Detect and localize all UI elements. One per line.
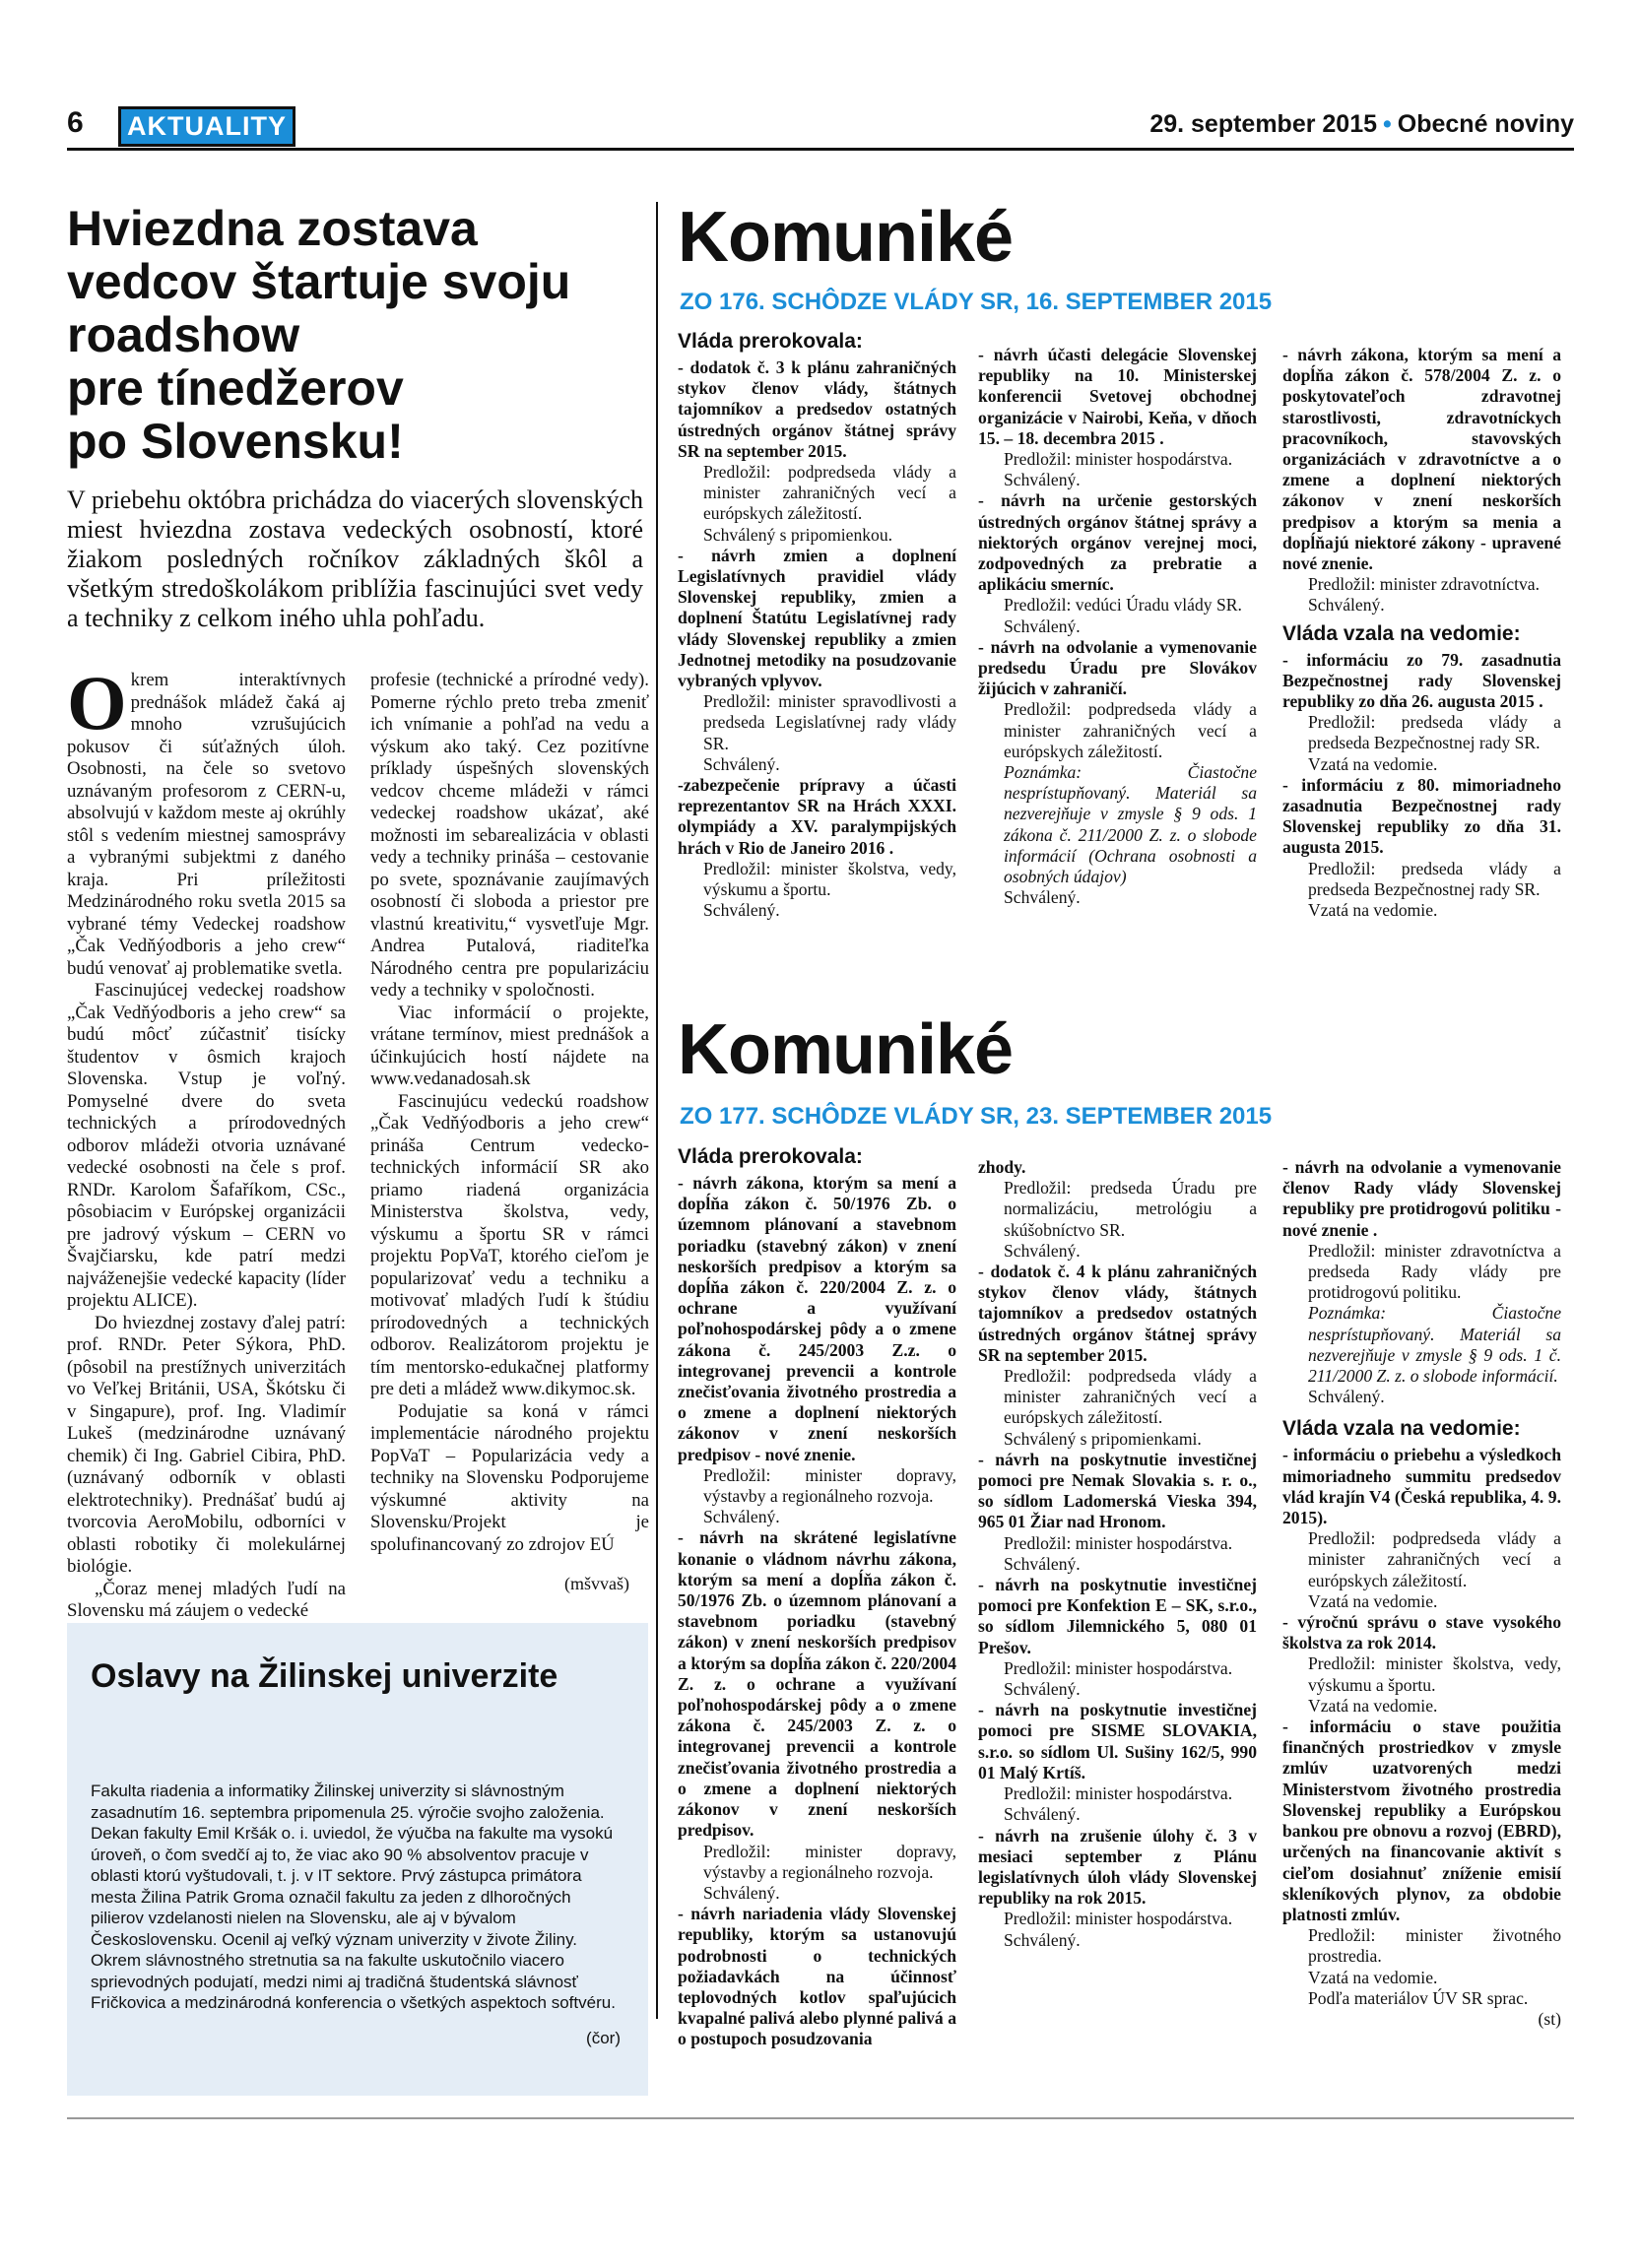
article-paragraph: Do hviezdnej zostavy ďalej patrí: prof. RNDr. Peter Sýkora, PhD. (pôsobil na prestížnych univerzitách vo Veľkej Británii, USA, Škótsku či v Singapure), prof. Ing. Vladimír Lukeš (medzinárodne uznávaný chemik) či Ing. Gabriel Cibira, PhD. (uznávaný odborník v oblasti elektrotechniky). Prednášať budú aj tvorcovia AeroMobilu, odborníci v oblasti robotiky či molekulárnej biológie.: [67, 1312, 346, 1577]
submitted-by: Predložil: minister životného prostredia.: [1308, 1925, 1561, 1967]
resolution: Vzatá na vedomie.: [1308, 1590, 1438, 1611]
agenda-item: - návrh na poskytnutie investičnej pomoci pre Nemak Slovakia s. r. o., so sídlom Ladomerská Vieska 394, 965 01 Žiar nad Hronom.: [978, 1449, 1257, 1532]
agenda-item: - výročnú správu o stave vysokého školstva za rok 2014.: [1282, 1612, 1561, 1653]
headline-line: roadshow: [67, 307, 300, 362]
resolution: Vzatá na vedomie.: [1308, 753, 1438, 774]
resolution: Schválený s pripomienkou.: [703, 524, 893, 545]
column-divider: [656, 202, 658, 2019]
drop-cap: O: [67, 660, 127, 745]
agenda-item: - návrh na poskytnutie investičnej pomoci pre Konfektion E – SK, s.r.o., so sídlom Jilemnického 5, 080 01 Prešov.: [978, 1575, 1257, 1657]
submitted-by: Predložil: vedúci Úradu vlády SR.: [1004, 595, 1242, 616]
resolution: Schválený.: [1004, 1553, 1081, 1574]
komunike1-subtitle: ZO 176. SCHÔDZE VLÁDY SR, 16. SEPTEMBER 2015: [680, 289, 1273, 315]
komunike1-column-3: [1282, 345, 1561, 921]
submitted-by: Predložil: minister dopravy, výstavby a regionálneho rozvoja.: [703, 1464, 956, 1507]
komunike1-title: Komuniké: [678, 198, 1014, 277]
article-column-2: [370, 670, 649, 1556]
resolution: Schválený.: [703, 1507, 780, 1527]
article-paragraph: profesie (technické a prírodné vedy). Pomerne rýchlo preto treba zmeniť ich vnímanie a pohľad na vedu a výskum ako taký. Cez pozitívne príklady úspešných slovenských vedcov chceme mládeži v rámci vedeckej roadshow ukázať, aké možnosti im sebarealizácia v oblasti vedy a techniky prináša – cestovanie po svete, spoznávanie zaujímavých osobností či sloboda a priestor pre vlastnú kreativitu,“ vysvetľuje Mgr. Andrea Putalová, riaditeľka Národného centra pre popularizáciu vedy a techniky v spoločnosti.: [370, 670, 649, 1001]
signature: (st): [1538, 2008, 1561, 2029]
box-text: Fakulta riadenia a informatiky Žilinskej univerzity si slávnostným zasadnutím 16. septembra pripomenula 25. výročie svojho založenia. Dekan fakulty Emil Kršák o. i. uviedol, že výučba na fakulte ma vysokú úroveň, o čom svedčí aj to, že viac ako 90 % absolventov pracuje v oblasti ktorú vyštudovali, t. j. v IT sektore. Prvý zástupca primátora mesta Žilina Patrik Groma označil fakultu za jeden z dlhoročných pilierov vzdelanosti nielen na Slovensku, ale aj v bývalom Československu. Ocenil aj veľký význam univerzity v živote Žiliny. Okrem slávnostného stretnutia sa na fakulte uskutočnilo viacero sprievodných podujatí, medzi nimi aj tradičná študentská slávnosť Fričkovica a medzinárodná konferencia o všetkých aspektoch softvéru.: [91, 1782, 616, 2012]
agenda-item: - návrh zákona, ktorým sa mení a dopĺňa zákon č. 578/2004 Z. z. o poskytovateľoch zdravotnej starostlivosti, zdravotníckych pracovníkoch, stavovských organizáciách v zdravotníctve a o zmene a doplnení niektorých zákonov v znení neskorších predpisov a ktorým sa menia a dopĺňajú niektoré zákony - upravené nové znenie.: [1282, 345, 1561, 574]
article-paragraph: „Čoraz menej mladých ľudí na Slovensku má záujem o vedecké: [67, 1578, 346, 1621]
komunike2-subtitle: ZO 177. SCHÔDZE VLÁDY SR, 23. SEPTEMBER 2015: [680, 1103, 1273, 1130]
komunike2-title: Komuniké: [678, 1010, 1014, 1089]
agenda-item: - dodatok č. 4 k plánu zahraničných stykov členov vlády, štátnych tajomníkov a predsedov ostatných ústredných orgánov štátnej správy SR na september 2015.: [978, 1262, 1257, 1365]
bottom-rule: [67, 2117, 1574, 2119]
komunike1-column-2: [978, 345, 1257, 908]
note: Poznámka: Čiastočne nesprístupňovaný. Materiál sa nezverejňuje v zmysle § 9 ods. 1 zákona č. 211/2000 Z. z. o slobode informácií (Ochrana osobnosti a osobných údajov): [1004, 762, 1257, 887]
agenda-item: - návrh na zrušenie úlohy č. 3 v mesiaci september z Plánu legislatívnych úloh vlády Slovenskej republiky na rok 2015.: [978, 1825, 1257, 1909]
submitted-by: Predložil: predseda vlády a predseda Bezpečnostnej rady SR.: [1308, 858, 1561, 899]
komunike2-column-3: [1282, 1157, 1561, 2030]
agenda-item: - návrh nariadenia vlády Slovenskej republiky, ktorým sa ustanovujú podrobnosti o technických požiadavkách na účinnosť teplovodných kotlov spaľujúcich kvapalné palivá alebo plynné palivá a o postupoch posudzovania: [678, 1904, 956, 2049]
resolution: Schválený.: [1004, 1679, 1081, 1700]
resolution: Vzatá na vedomie.: [1308, 900, 1438, 921]
resolution: Schválený.: [1308, 595, 1385, 616]
komunike2-column-2: [978, 1157, 1257, 1951]
komunike1-heading: Vláda prerokovala:: [678, 330, 863, 353]
resolution: Schválený.: [1004, 616, 1081, 636]
article-paragraph: Fascinujúcu vedeckú roadshow „Čak Vedňýodboris a jeho crew“ prináša Centrum vedecko-technických informácií SR ako priamo riadená organizácia Ministerstva školstva, vedy, výskumu a športu SR v rámci projektu PopVaT, ktorého cieľom je popularizovať vedu a techniku a motivovať mladých ľudí k štúdiu prírodovedných a technických odborov. Realizátorom projektu je tím mentorsko-edukačnej platformy pre deti a mládež www.dikymoc.sk.: [370, 1090, 649, 1399]
agenda-item: - návrh na odvolanie a vymenovanie členov Rady vlády Slovenskej republiky pre protidrogovú politiku - nové znenie .: [1282, 1157, 1561, 1240]
agenda-item: - dodatok č. 3 k plánu zahraničných stykov členov vlády, štátnych tajomníkov a predsedov ostatných ústredných orgánov štátnej správy SR na september 2015.: [678, 357, 956, 461]
resolution: Vzatá na vedomie.: [1308, 1695, 1438, 1716]
submitted-by: Predložil: minister školstva, vedy, výskumu a športu.: [1308, 1653, 1561, 1695]
headline-line: po Slovensku!: [67, 414, 404, 469]
paragraph-text: krem interaktívnych prednášok mládež čaká aj mnoho vzrušujúcich pokusov či súťažných úloh. Osobnosti, na čele so svetovo uznávaným profesorom z CERN-u, absolvujú v každom meste aj okrúhly stôl s vedením miestnej samosprávy a vybranými subjektmi z daného kraja. Pri príležitosti Medzinárodného roku svetla 2015 sa vybrané témy Vedeckej roadshow „Čak Vedňýodboris a jeho crew“ budú venovať aj problematike svetla.: [67, 670, 346, 979]
resolution: Schválený.: [1004, 1240, 1081, 1261]
submitted-by: Predložil: minister hospodárstva.: [1004, 1909, 1233, 1929]
agenda-item: - návrh na určenie gestorských ústredných orgánov štátnej správy a niektorých orgánov verejnej moci, zodpovedných za prebratie a aplikáciu smerníc.: [978, 490, 1257, 595]
agenda-item: - informáciu o stave použitia finančných prostriedkov v zmysle zmlúv uzatvorených medzi Ministerstvom životného prostredia Slovenskej republiky a Európskou bankou pre obnovu a rozvoj (EBRD), určených na financovanie aktivít s cieľom dosiahnuť zníženie emisií skleníkových plynov, za obdobie platnosti zmlúv.: [1282, 1717, 1561, 1924]
submitted-by: Predložil: minister školstva, vedy, výskumu a športu.: [703, 858, 956, 900]
agenda-item: zhody.: [978, 1157, 1026, 1177]
submitted-by: Predložil: predseda vlády a predseda Bezpečnostnej rady SR.: [1308, 712, 1561, 753]
agenda-item: - informáciu z 80. mimoriadneho zasadnutia Bezpečnostnej rady Slovenskej republiky zo dňa 31. augusta 2015.: [1282, 774, 1561, 858]
resolution: Schválený.: [1308, 1387, 1385, 1407]
agenda-item: - návrh zmien a doplnení Legislatívnych pravidiel vlády Slovenskej republiky, zmien a doplnení Štatútu Legislatívnej rady vlády Slovenskej republiky a zmien Jednotnej metodiky na posudzovanie vybraných vplyvov.: [678, 545, 956, 691]
submitted-by: Predložil: predseda Úradu pre normalizáciu, metrológiu a skúšobníctvo SR.: [1004, 1178, 1257, 1240]
resolution: Schválený s pripomienkami.: [1004, 1428, 1202, 1449]
submitted-by: Predložil: minister zdravotníctva.: [1308, 574, 1541, 595]
resolution: Schválený.: [1004, 470, 1081, 490]
separator-dot: •: [1383, 110, 1392, 138]
issue-date: 29. september 2015: [1149, 110, 1378, 138]
resolution: Schválený.: [703, 1882, 780, 1903]
submitted-by: Predložil: minister hospodárstva.: [1004, 449, 1233, 470]
resolution: Schválený.: [703, 753, 780, 774]
komunike1-column-1: [678, 330, 956, 921]
submitted-by: Predložil: minister hospodárstva.: [1004, 1532, 1233, 1553]
dateline: [1149, 110, 1574, 139]
article-paragraph: Fascinujúcej vedeckej roadshow „Čak Vedňýodboris a jeho crew“ sa budú môcť zúčastniť tisícky študentov v ôsmich krajoch Slovenska. Vstup je voľný. Pomyselné dvere do sveta technických a prírodovedných odborov mládeži otvoria uznávané vedecké osobnosti na čele s prof. RNDr. Karolom Šafaříkom, CSc., pôsobiacim v Európskej organizácii pre jadrový výskum – CERN vo Švajčiarsku, kde patrí medzi najváženejšie vedecké kapacity (líder projektu ALICE).: [67, 980, 346, 1311]
news-box: [67, 1623, 648, 2096]
page-number: 6: [67, 106, 84, 139]
agenda-item: - návrh zákona, ktorým sa mení a dopĺňa zákon č. 50/1976 Zb. o územnom plánovaní a stavebnom poriadku (stavebný zákon) v znení neskorších predpisov a ktorým sa dopĺňa zákon č. 220/2004 Z. z. o ochrane a využívaní poľnohospodárskej pôdy a o zmene zákona č. 245/2003 Z.z. o integrovanej prevencii a kontrole znečisťovania životného prostredia a o zmene a doplnení niektorých zákonov v znení neskorších predpisov - nové znenie.: [678, 1173, 956, 1464]
komunike2-column-1: [678, 1145, 956, 2050]
agenda-item: -zabezpečenie prípravy a účasti reprezentantov SR na Hrách XXXI. olympiády a XV. paralympijských hrách v Rio de Janeiro 2016 .: [678, 775, 956, 858]
article-headline: [67, 202, 658, 468]
agenda-item: - návrh na poskytnutie investičnej pomoci pre SISME SLOVAKIA, s.r.o. so sídlom Ul. Sušiny 162/5, 990 01 Malý Krtíš.: [978, 1700, 1257, 1782]
resolution: Schválený.: [703, 900, 780, 921]
submitted-by: Predložil: minister dopravy, výstavby a regionálneho rozvoja.: [703, 1841, 956, 1882]
note: Poznámka: Čiastočne nesprístupňovaný. Materiál sa nezverejňuje v zmysle § 9 ods. 1 č. 211/2000 Z. z. o slobode informácií.: [1308, 1303, 1561, 1387]
resolution: Schválený.: [1004, 1804, 1081, 1825]
publication-name: Obecné noviny: [1397, 110, 1574, 138]
article-paragraph: [67, 660, 346, 980]
submitted-by: Predložil: minister hospodárstva.: [1004, 1657, 1233, 1678]
article-paragraph: Podujatie sa koná v rámci implementácie národného projektu PopVaT – Popularizácia vedy a techniky na Slovensku Podporujeme výskumné aktivity na Slovensku/Projekt je spolufinancovaný zo zdrojov EÚ: [370, 1400, 649, 1555]
box-title: Oslavy na Žilinskej univerzite: [91, 1657, 558, 1695]
submitted-by: Predložil: minister spravodlivosti a predseda Legislatívnej rady vlády SR.: [703, 691, 956, 753]
agenda-item: - návrh na odvolanie a vymenovanie predsedu Úradu pre Slovákov žijúcich v zahraničí.: [978, 636, 1257, 699]
box-signature: (čor): [586, 2029, 621, 2047]
resolution: Schválený.: [1004, 1929, 1081, 1950]
submitted-by: Predložil: minister hospodárstva.: [1004, 1783, 1233, 1804]
headline-line: Hviezdna zostava: [67, 201, 478, 256]
agenda-item: - informáciu o priebehu a výsledkoch mimoriadneho summitu predsedov vlád krajín V4 (Česká republika, 4. 9. 2015).: [1282, 1445, 1561, 1528]
headline-line: pre tínedžerov: [67, 360, 404, 416]
agenda-item: - informáciu zo 79. zasadnutia Bezpečnostnej rady Slovenskej republiky zo dňa 26. augusta 2015 .: [1282, 649, 1561, 712]
submitted-by: Predložil: podpredseda vlády a minister zahraničných vecí a európskych záležitostí.: [1004, 1366, 1257, 1428]
komunike1-heading-2: Vláda vzala na vedomie:: [1282, 621, 1521, 645]
submitted-by: Predložil: podpredseda vlády a minister zahraničných vecí a európskych záležitostí.: [703, 462, 956, 524]
resolution: Schválený.: [1004, 887, 1081, 908]
submitted-by: Predložil: podpredseda vlády a minister zahraničných vecí a európskych záležitostí.: [1308, 1528, 1561, 1590]
article-paragraph: Viac informácií o projekte, vrátane termínov, miest prednášok a účinkujúcich hostí nájdete na www.vedanadosah.sk: [370, 1002, 649, 1089]
submitted-by: Predložil: minister zdravotníctva a predseda Rady vlády pre protidrogovú politiku.: [1308, 1240, 1561, 1303]
article-signature: (mšvvaš): [564, 1574, 629, 1593]
resolution: Vzatá na vedomie.: [1308, 1967, 1438, 1987]
headline-line: vedcov štartuje svoju: [67, 254, 571, 309]
page-header: [67, 106, 1574, 151]
komunike2-heading: Vláda prerokovala:: [678, 1145, 863, 1168]
submitted-by: Podľa materiálov ÚV SR sprac.: [1308, 1987, 1529, 2008]
article-column-1: [67, 660, 346, 1623]
submitted-by: Predložil: podpredseda vlády a minister zahraničných vecí a európskych záležitostí.: [1004, 699, 1257, 761]
agenda-item: - návrh na skrátené legislatívne konanie o vládnom návrhu zákona, ktorým sa mení a dopĺňa zákon č. 50/1976 Zb. o územnom plánovaní a stavebnom poriadku (stavebný zákon) v znení neskorších predpisov a ktorým sa dopĺňa zákon č. 220/2004 Z. z. o ochrane a využívaní poľnohospodárskej pôdy a o zmene zákona č. 245/2003 Z. z. o integrovanej prevencii a kontrole znečisťovania životného prostredia a o zmene a doplnení niektorých zákonov v znení neskorších predpisov.: [678, 1527, 956, 1841]
agenda-item: - návrh účasti delegácie Slovenskej republiky na 10. Ministerskej konferencii Svetovej obchodnej organizácie v Nairobi, Keňa, v dňoch 15. – 18. decembra 2015 .: [978, 345, 1257, 448]
komunike2-heading-2: Vláda vzala na vedomie:: [1282, 1417, 1521, 1441]
section-label: AKTUALITY: [118, 106, 295, 147]
article-lead: V priebehu októbra prichádza do viacerých slovenských miest hviezdna zostava vedeckých osobností, ktoré žiakom posledných ročníkov základných škôl a všetkým stredoškolákom priblížia fascinujúci svet vedy a techniky z celkom iného uhla pohľadu.: [67, 486, 643, 632]
